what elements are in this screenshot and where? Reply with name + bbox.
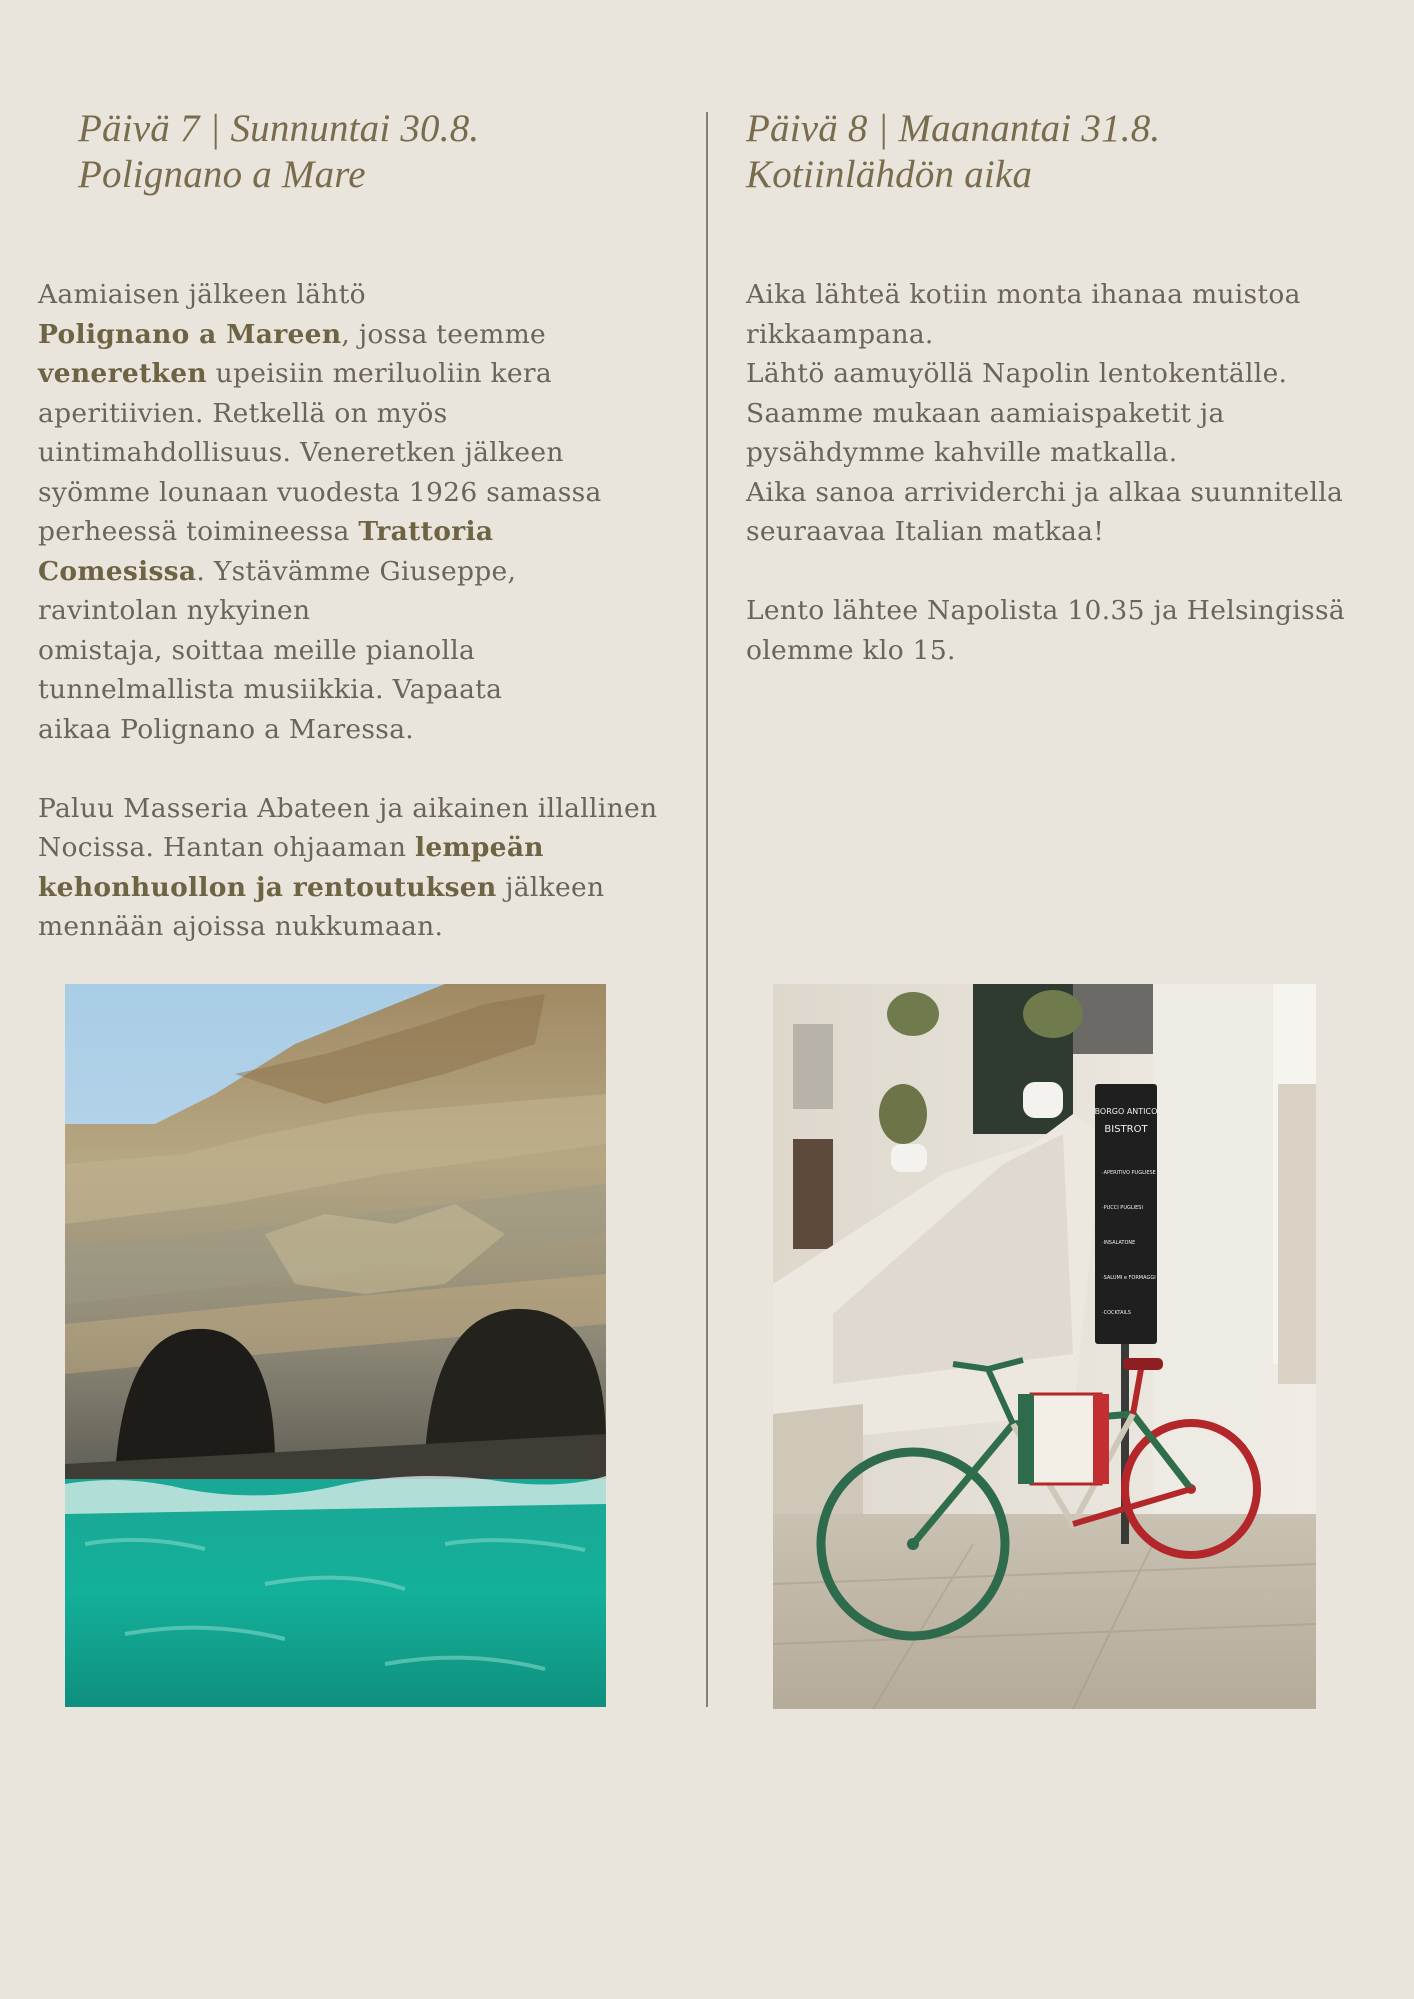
bold-phrase: Polignano a Mareen bbox=[38, 318, 342, 350]
day-7-description bbox=[38, 275, 657, 947]
sign-title: BORGO ANTICO bbox=[1094, 1107, 1158, 1116]
text-line: tunnelmallista musiikkia. Vapaata bbox=[38, 674, 503, 705]
bold-phrase: veneretken bbox=[38, 358, 207, 389]
text-line bbox=[38, 354, 657, 394]
day-7-date: Päivä 7 | Sunnuntai 30.8. bbox=[78, 107, 480, 150]
day-8-description bbox=[746, 275, 1345, 670]
text-line: olemme klo 15. bbox=[746, 634, 956, 666]
text-line: omistaja, soittaa meille pianolla bbox=[38, 634, 476, 666]
sign-menu-item: ·COCKTAILS bbox=[1102, 1310, 1131, 1316]
day-7-heading bbox=[78, 106, 479, 198]
column-divider bbox=[706, 112, 708, 1707]
text-line: seuraavaa Italian matkaa! bbox=[746, 516, 1105, 547]
text-line: aikaa Polignano a Maressa. bbox=[38, 713, 415, 745]
text-line: pysähdymme kahville matkalla. bbox=[746, 437, 1178, 468]
paragraph-gap bbox=[38, 749, 657, 789]
sea-cave-photo bbox=[65, 984, 606, 1707]
day-8-title: Kotiinlähdön aika bbox=[746, 153, 1033, 196]
sign-menu-item: ·PUCCI PUGLIESI bbox=[1102, 1205, 1143, 1211]
text-fragment: Nocissa. Hantan ohjaaman bbox=[38, 832, 415, 863]
paragraph-gap bbox=[746, 552, 1345, 592]
bold-phrase: Comesissa bbox=[38, 555, 197, 587]
text-line: Aika lähteä kotiin monta ihanaa muistoa bbox=[746, 279, 1301, 310]
text-line: mennään ajoissa nukkumaan. bbox=[38, 911, 444, 942]
sign-menu-item: ·SALUMI e FORMAGGI bbox=[1102, 1275, 1156, 1281]
text-line: Aamiaisen jälkeen lähtö bbox=[38, 279, 366, 310]
day-8-heading bbox=[746, 106, 1160, 198]
text-line: Lento lähtee Napolista 10.35 ja Helsingissä bbox=[746, 595, 1345, 626]
text-fragment: . Ystävämme Giuseppe, bbox=[196, 555, 517, 587]
text-line bbox=[38, 552, 657, 592]
text-line: ravintolan nykyinen bbox=[38, 595, 311, 626]
bold-phrase: kehonhuollon ja rentoutuksen bbox=[38, 871, 497, 903]
sign-menu-item: ·APERITIVO PUGLIESE bbox=[1102, 1170, 1156, 1176]
text-line bbox=[38, 828, 657, 868]
text-fragment: perheessä toimineessa bbox=[38, 516, 359, 547]
bicycle-photo bbox=[773, 984, 1316, 1709]
day-8-date: Päivä 8 | Maanantai 31.8. bbox=[746, 107, 1161, 150]
text-fragment: jälkeen bbox=[496, 871, 605, 903]
text-line: uintimahdollisuus. Veneretken jälkeen bbox=[38, 437, 564, 468]
bold-phrase: Trattoria bbox=[358, 516, 494, 547]
text-line bbox=[38, 512, 657, 552]
text-line: rikkaampana. bbox=[746, 318, 934, 350]
text-line: Aika sanoa arrividerchi ja alkaa suunnitella bbox=[746, 476, 1344, 508]
text-line: Paluu Masseria Abateen ja aikainen illallinen bbox=[38, 792, 658, 824]
sign-subtitle: BISTROT bbox=[1104, 1124, 1148, 1135]
day-7-place: Polignano a Mare bbox=[78, 153, 366, 196]
text-line: syömme lounaan vuodesta 1926 samassa bbox=[38, 476, 602, 508]
text-line: aperitiivien. Retkellä on myös bbox=[38, 397, 448, 429]
bold-phrase: lempeän bbox=[414, 832, 544, 863]
text-line bbox=[38, 315, 657, 355]
text-line bbox=[38, 868, 657, 908]
text-line: Saamme mukaan aamiaispaketit ja bbox=[746, 397, 1225, 429]
text-line: Lähtö aamuyöllä Napolin lentokentälle. bbox=[746, 358, 1288, 389]
text-fragment: upeisiin meriluoliin kera bbox=[206, 358, 552, 389]
sign-menu-item: ·INSALATONE bbox=[1102, 1240, 1136, 1246]
text-fragment: , jossa teemme bbox=[341, 318, 547, 350]
